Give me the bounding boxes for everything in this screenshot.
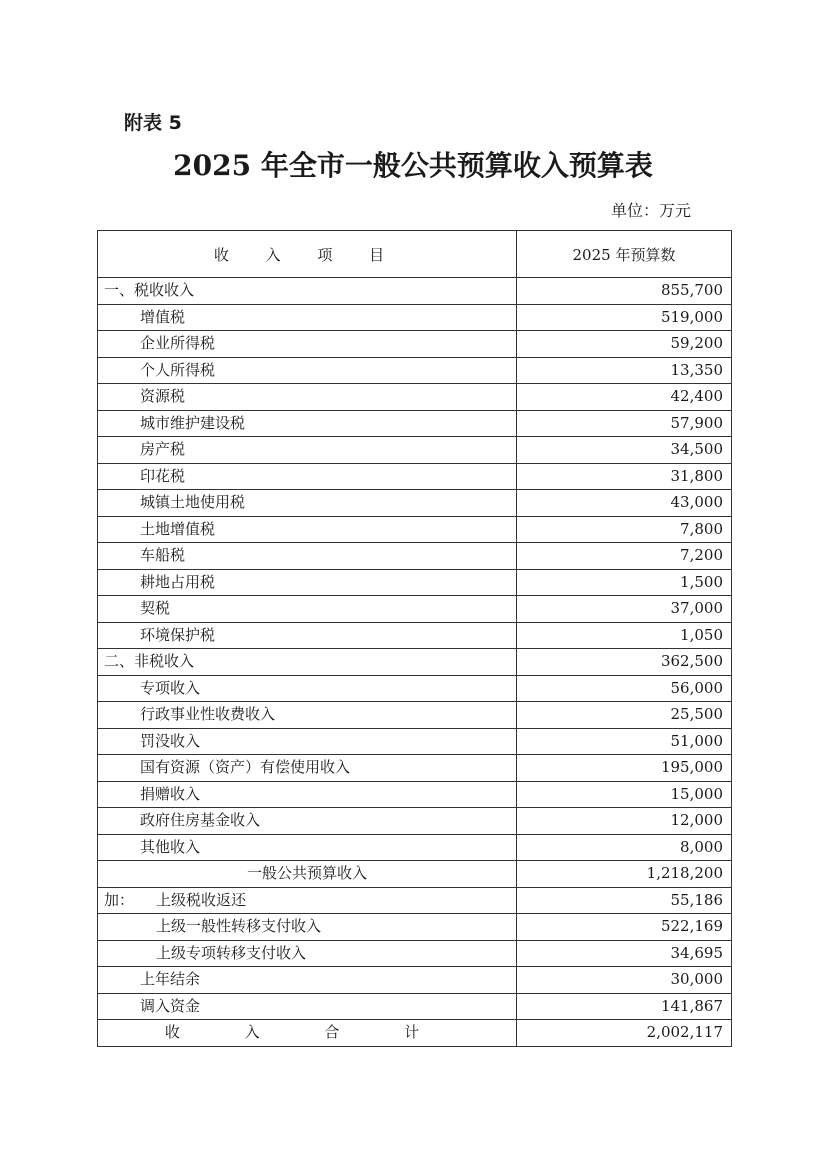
row-label: 契税 (98, 596, 517, 623)
table-row (98, 543, 732, 570)
table-row (98, 993, 732, 1020)
row-label: 调入资金 (98, 993, 517, 1020)
row-value: 519,000 (517, 304, 732, 331)
row-value: 13,350 (517, 357, 732, 384)
row-label: 上级专项转移支付收入 (98, 940, 517, 967)
table-row (98, 755, 732, 782)
row-value: 7,200 (517, 543, 732, 570)
table-row (98, 516, 732, 543)
row-label: 收 入 合 计 (98, 1020, 517, 1047)
page-title: 2025 年全市一般公共预算收入预算表 (173, 149, 653, 182)
table-row (98, 490, 732, 517)
table-row (98, 463, 732, 490)
table-row (98, 967, 732, 994)
table-row (98, 675, 732, 702)
table-header-row (98, 231, 732, 278)
row-value: 31,800 (517, 463, 732, 490)
row-value: 25,500 (517, 702, 732, 729)
row-value: 42,400 (517, 384, 732, 411)
row-value: 195,000 (517, 755, 732, 782)
row-value: 1,050 (517, 622, 732, 649)
table-row (98, 357, 732, 384)
row-label: 捐赠收入 (98, 781, 517, 808)
row-label-cell (98, 887, 517, 914)
column-header-item: 收 入 项 目 (98, 231, 517, 278)
row-label: 其他收入 (98, 834, 517, 861)
table-row (98, 596, 732, 623)
row-label: 专项收入 (98, 675, 517, 702)
appendix-label: 附表 5 (124, 112, 182, 134)
row-value: 30,000 (517, 967, 732, 994)
row-value: 43,000 (517, 490, 732, 517)
row-label: 环境保护税 (98, 622, 517, 649)
table-row (98, 622, 732, 649)
table-row (98, 781, 732, 808)
table-row (98, 304, 732, 331)
row-value: 855,700 (517, 278, 732, 305)
row-label: 一般公共预算收入 (98, 861, 517, 888)
table-row (98, 569, 732, 596)
row-value: 12,000 (517, 808, 732, 835)
table-row (98, 834, 732, 861)
row-label: 上级税收返还 (156, 890, 247, 909)
row-label: 一、税收收入 (98, 278, 517, 305)
row-label: 房产税 (98, 437, 517, 464)
row-value: 34,500 (517, 437, 732, 464)
table-row (98, 278, 732, 305)
row-value: 59,200 (517, 331, 732, 358)
row-value: 34,695 (517, 940, 732, 967)
row-label: 印花税 (98, 463, 517, 490)
table-row (98, 384, 732, 411)
table-row (98, 410, 732, 437)
table-row (98, 728, 732, 755)
row-label: 城镇土地使用税 (98, 490, 517, 517)
subtotal-row (98, 861, 732, 888)
table-row (98, 914, 732, 941)
row-value: 1,500 (517, 569, 732, 596)
row-value: 51,000 (517, 728, 732, 755)
total-row (98, 1020, 732, 1047)
row-value: 55,186 (517, 887, 732, 914)
row-label: 行政事业性收费收入 (98, 702, 517, 729)
row-value: 522,169 (517, 914, 732, 941)
row-label: 企业所得税 (98, 331, 517, 358)
row-label: 二、非税收入 (98, 649, 517, 676)
row-value: 56,000 (517, 675, 732, 702)
table-row (98, 808, 732, 835)
row-label: 个人所得税 (98, 357, 517, 384)
row-label: 上年结余 (98, 967, 517, 994)
row-label: 城市维护建设税 (98, 410, 517, 437)
row-label: 国有资源（资产）有偿使用收入 (98, 755, 517, 782)
row-value: 1,218,200 (517, 861, 732, 888)
row-label: 车船税 (98, 543, 517, 570)
table-row (98, 331, 732, 358)
row-value: 362,500 (517, 649, 732, 676)
row-label: 罚没收入 (98, 728, 517, 755)
budget-table (97, 230, 732, 1047)
table-row (98, 702, 732, 729)
unit-label: 单位：万元 (611, 201, 692, 220)
table-row (98, 887, 732, 914)
table-row (98, 649, 732, 676)
row-value: 141,867 (517, 993, 732, 1020)
row-label: 土地增值税 (98, 516, 517, 543)
table-row (98, 940, 732, 967)
row-label: 增值税 (98, 304, 517, 331)
row-value: 2,002,117 (517, 1020, 732, 1047)
row-value: 37,000 (517, 596, 732, 623)
row-prefix: 加： (104, 890, 135, 909)
column-header-value: 2025 年预算数 (517, 231, 732, 278)
row-value: 15,000 (517, 781, 732, 808)
row-value: 57,900 (517, 410, 732, 437)
table-row (98, 437, 732, 464)
row-label: 上级一般性转移支付收入 (98, 914, 517, 941)
row-label: 耕地占用税 (98, 569, 517, 596)
row-value: 8,000 (517, 834, 732, 861)
row-value: 7,800 (517, 516, 732, 543)
row-label: 资源税 (98, 384, 517, 411)
row-label: 政府住房基金收入 (98, 808, 517, 835)
